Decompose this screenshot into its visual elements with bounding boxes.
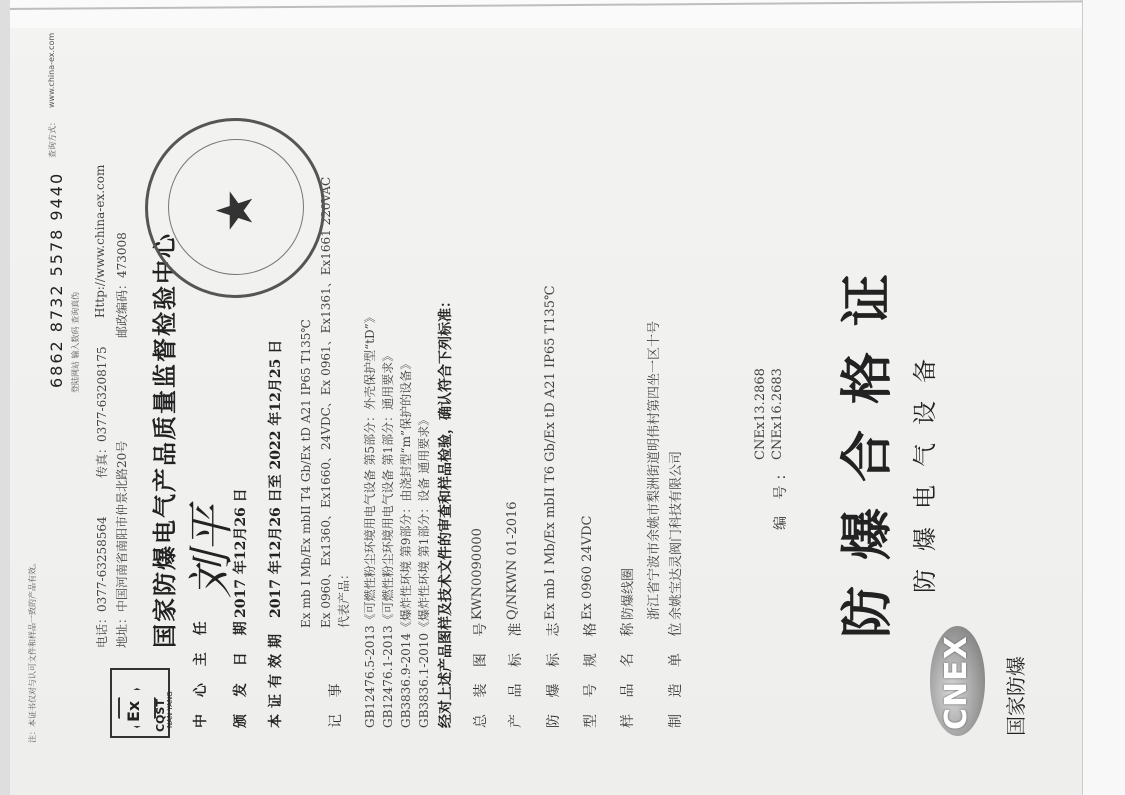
official-seal — [145, 118, 325, 298]
center-phone: 电话：0377-63258564 — [95, 516, 109, 648]
field-value-product-standard: Q/NKWN 01-2016 — [505, 501, 520, 620]
standard-3: GB12476.1-2013《可燃性粉尘环境用电气设备 第1部分：通用要求》 — [381, 349, 395, 728]
query-label: 查询方式： — [48, 118, 57, 158]
seal-star-icon: ★ — [206, 188, 264, 233]
notes-line-3: Ex mb I Mb/Ex mbII T4 Gb/Ex tD A21 IP65 T135℃ — [299, 319, 313, 628]
notes-line-1: 代表产品： — [337, 567, 351, 628]
certificate-sheet — [25, 32, 1075, 768]
validity-value: 2017 年12月26 日至 2022 年12月25 日 — [268, 339, 284, 618]
ex-cqst-logo — [110, 668, 174, 738]
field-label-ex-marking: 防 爆 标 志 — [546, 616, 562, 728]
director-label: 中 心 主 任 — [193, 615, 209, 728]
certificate-content — [25, 32, 1075, 768]
verify-code: 6862 8732 5578 9440 — [47, 171, 66, 388]
standard-1: GB3836.1-2010《爆炸性环境 第1部分：设备 通用要求》 — [417, 413, 431, 728]
field-label-drawing-number: 总 装 图 号 — [473, 616, 489, 728]
conformity-statement: 经对上述产品图样及技术文件的审查和样品检验，确认符合下列标准： — [438, 294, 454, 728]
verify-hint: 登陆网站 输入数码 查询真伪 — [71, 291, 80, 393]
center-website: Http://www.china-ex.com — [93, 164, 107, 318]
ex-logo-org: CQST — [154, 699, 167, 732]
field-value-ex-marking: Ex mb I Mb/Ex mbII T6 Gb/Ex tD A21 IP65 T135℃ — [543, 285, 558, 620]
center-fax: 传真：0377-63208175 — [95, 346, 109, 478]
center-name: 国家防爆电气产品质量监督检验中心 — [150, 232, 179, 648]
field-label-manufacturer: 制 造 单 位 — [668, 616, 684, 728]
center-address: 地址：中国河南省南阳市仲景北路20号 — [115, 440, 129, 648]
ex-mark: Ex — [124, 700, 143, 722]
scan-right-margin — [1082, 0, 1125, 795]
field-value-drawing-number: KWN0090000 — [470, 528, 485, 620]
center-postcode: 邮政编码：473008 — [115, 232, 129, 338]
notes-label: 记 事 — [328, 677, 344, 728]
cert-number-2: CNEx13.2868 — [753, 368, 768, 460]
field-label-sample-name: 样 品 名 称 — [620, 616, 636, 728]
cert-number-1: CNEx16.2683 — [770, 368, 785, 460]
logo-caption: 国家防爆 — [1004, 656, 1028, 736]
scan-left-margin — [0, 0, 10, 795]
field-value-manufacturer: 余姚宝达灵阀门科技有限公司 — [669, 450, 684, 620]
ex-logo-city: NAN YANG — [166, 691, 174, 728]
field-label-model: 型 号 规 格 — [583, 616, 599, 728]
validity-label: 本证有效期 — [268, 628, 284, 728]
certificate-title: 防爆合格证 — [837, 247, 898, 638]
standard-2: GB3836.9-2014《爆炸性环境 第9部分：由浇封型“m”保护的设备》 — [399, 357, 413, 728]
field-value-address: 浙江省宁波市余姚市梨洲街道明伟村第四坐一区十号 — [647, 320, 662, 620]
cnex-logo — [925, 596, 995, 746]
footnote: 注：本证书仅对与认可文件和样品一致的产品有效。 — [28, 559, 37, 743]
query-url: www.china-ex.com — [47, 32, 56, 108]
notes-line-2: Ex 0960、Ex1360、Ex1660、24VDC、Ex 0961、Ex1361、Ex1661 220VAC — [319, 176, 333, 628]
field-label-product-standard: 产 品 标 准 — [508, 616, 524, 728]
standard-4: GB12476.5-2013《可燃性粉尘环境用电气设备 第5部分：外壳保护型“tD”》 — [363, 311, 377, 728]
cnex-logo-text: CNEX — [939, 635, 974, 730]
field-value-sample-name: 防爆线圈 — [621, 567, 636, 620]
cert-number-label: 编 号: — [773, 468, 789, 530]
issue-date-value: 2017 年12月26 日 — [233, 488, 249, 618]
director-signature: 刘平 — [184, 506, 238, 598]
field-value-model: Ex 0960 24VDC — [580, 515, 595, 620]
issue-date-label: 颁 发 日 期 — [233, 615, 249, 728]
certificate-subtitle: 防爆电气设备 — [911, 341, 939, 593]
